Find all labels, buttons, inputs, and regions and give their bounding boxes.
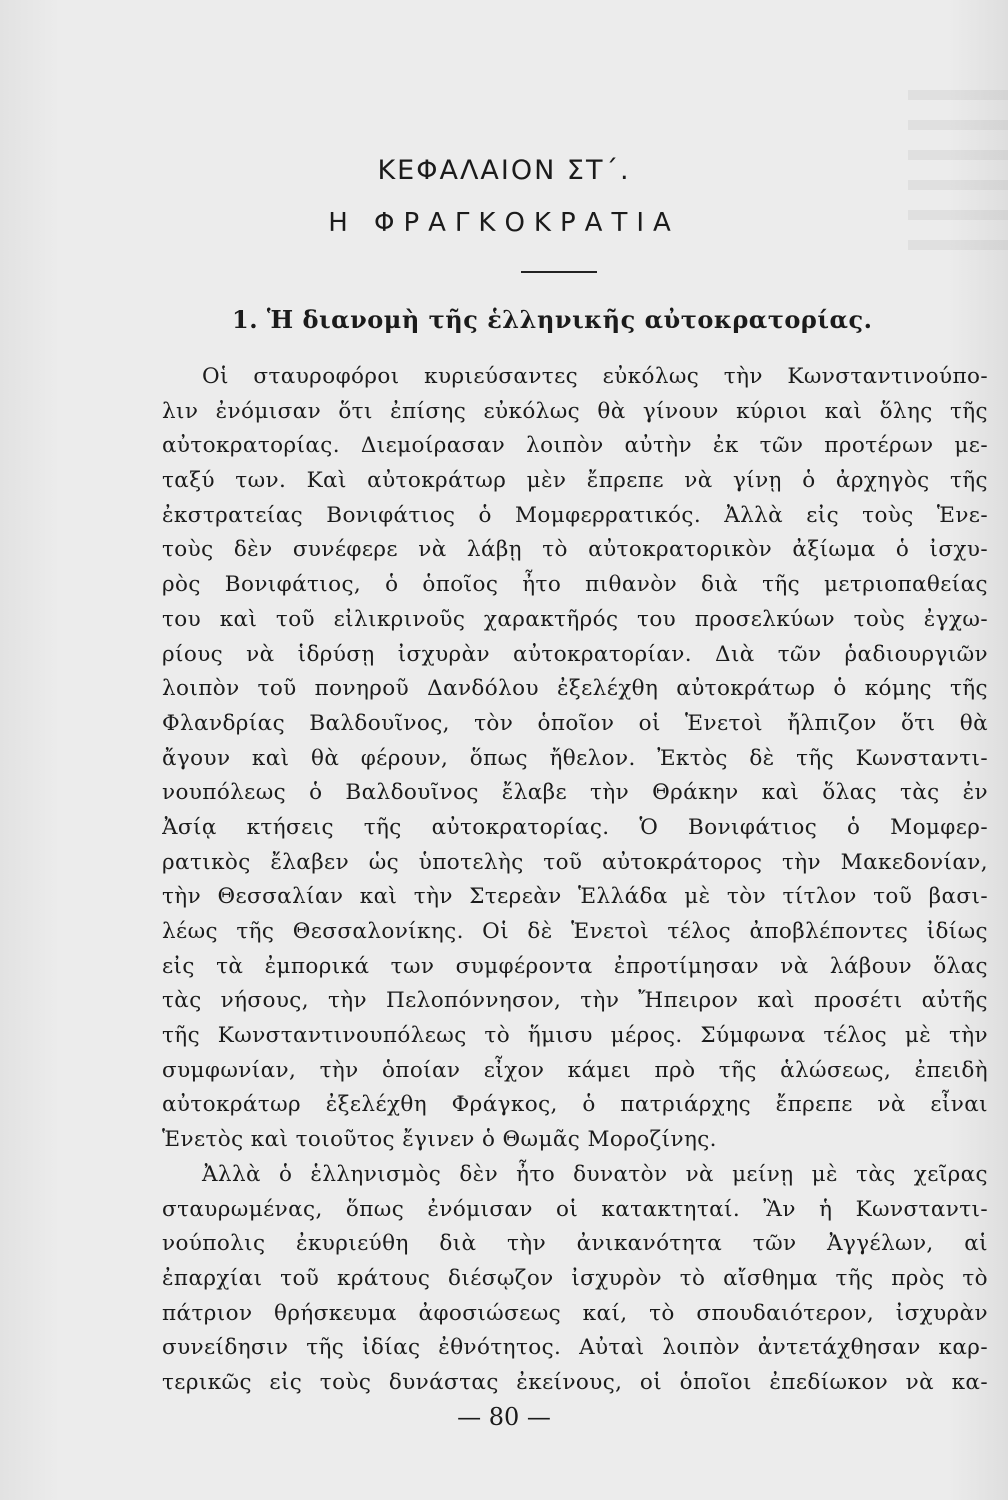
text-line: τῆς Κωνσταντινουπόλεως τὸ ἥμισυ μέρος. Σύμφωνα τέλος μὲ τὴν bbox=[162, 1023, 988, 1049]
text-line: σταυρωμένας, ὅπως ἐνόμισαν οἱ κατακτηταί. Ἂν ἡ Κωνσταντι- bbox=[162, 1196, 988, 1222]
text-line: ρίους νὰ ἱδρύσῃ ἰσχυρὰν αὐτοκρατορίαν. Διὰ τῶν ῥαδιουργιῶν bbox=[162, 641, 988, 667]
text-line: λοιπὸν τοῦ πονηροῦ Δανδόλου ἐξελέχθη αὐτοκράτωρ ὁ κόμης τῆς bbox=[162, 676, 988, 702]
text-line: Ἀλλὰ ὁ ἑλληνισμὸς δὲν ἦτο δυνατὸν νὰ μείνῃ μὲ τὰς χεῖρας bbox=[202, 1161, 988, 1187]
text-line: ἐκστρατείας Βονιφάτιος ὁ Μομφερρατικός. Ἀλλὰ εἰς τοὺς Ἑνε- bbox=[162, 502, 988, 528]
text-line: νουπόλεως ὁ Βαλδουῖνος ἔλαβε τὴν Θράκην καὶ ὅλας τὰς ἐν bbox=[162, 780, 988, 806]
text-line: πάτριον θρήσκευμα ἀφοσιώσεως καί, τὸ σπουδαιότερον, ἰσχυρὰν bbox=[162, 1300, 988, 1326]
text-line: λιν ἐνόμισαν ὅτι ἐπίσης εὐκόλως θὰ γίνουν κύριοι καὶ ὅλης τῆς bbox=[162, 398, 988, 424]
chapter-heading: ΚΕΦΑΛΑΙΟΝ ΣΤ΄. bbox=[377, 155, 631, 186]
text-line: εἰς τὰ ἐμπορικά των συμφέροντα ἐπροτίμησαν νὰ λάβουν ὅλας bbox=[162, 953, 988, 979]
text-line: αὐτοκράτωρ ἐξελέχθη Φράγκος, ὁ πατριάρχης ἔπρεπε νὰ εἶναι bbox=[162, 1092, 988, 1118]
text-line: Οἱ σταυροφόροι κυριεύσαντες εὐκόλως τὴν Κωνσταντινούπο- bbox=[202, 364, 988, 389]
text-line: τοὺς δὲν συνέφερε νὰ λάβῃ τὸ αὐτοκρατορικὸν ἀξίωμα ὁ ἰσχυ- bbox=[162, 537, 988, 563]
text-line: Ἀσίᾳ κτήσεις τῆς αὐτοκρατορίας. Ὁ Βονιφάτιος ὁ Μομφερ- bbox=[162, 814, 988, 840]
text-line: τὴν Θεσσαλίαν καὶ τὴν Στερεὰν Ἑλλάδα μὲ τὸν τίτλον τοῦ βασι- bbox=[162, 884, 988, 910]
text-line: ταξύ των. Καὶ αὐτοκράτωρ μὲν ἔπρεπε νὰ γίνῃ ὁ ἀρχηγὸς τῆς bbox=[162, 468, 988, 494]
text-line: Ἑνετὸς καὶ τοιοῦτος ἔγινεν ὁ Θωμᾶς Μοροζίνης. bbox=[162, 1127, 717, 1153]
text-line: ρὸς Βονιφάτιος, ὁ ὁποῖος ἦτο πιθανὸν διὰ τῆς μετριοπαθείας bbox=[162, 572, 988, 598]
divider-rule bbox=[521, 271, 597, 273]
text-line: ἄγουν καὶ θὰ φέρουν, ὅπως ἤθελον. Ἐκτὸς δὲ τῆς Κωνσταντι- bbox=[162, 745, 988, 771]
text-line: τερικῶς εἰς τοὺς δυνάστας ἐκείνους, οἱ ὁποῖοι ἐπεδίωκον νὰ κα- bbox=[162, 1369, 988, 1395]
text-line: νούπολις ἐκυριεύθη διὰ τὴν ἀνικανότητα τῶν Ἀγγέλων, αἱ bbox=[162, 1231, 988, 1257]
page-number: — 80 — bbox=[457, 1403, 551, 1431]
text-line: ρατικὸς ἔλαβεν ὡς ὑποτελὴς τοῦ αὐτοκράτορος τὴν Μακεδονίαν, bbox=[162, 849, 988, 875]
section-heading: 1. Ἡ διανομὴ τῆς ἑλληνικῆς αὐτοκρατορίας. bbox=[232, 305, 873, 334]
chapter-title: Η ΦΡΑΓΚΟΚΡΑΤΙΑ bbox=[328, 208, 680, 238]
body-text bbox=[162, 360, 988, 1401]
text-line: τὰς νήσους, τὴν Πελοπόννησον, τὴν Ἤπειρον καὶ προσέτι αὐτῆς bbox=[162, 988, 988, 1014]
text-line: λέως τῆς Θεσσαλονίκης. Οἱ δὲ Ἑνετοὶ τέλος ἀποβλέποντες ἰδίως bbox=[162, 919, 988, 944]
text-line: αὐτοκρατορίας. Διεμοίρασαν λοιπὸν αὐτὴν ἐκ τῶν προτέρων με- bbox=[162, 433, 988, 459]
text-line: συμφωνίαν, τὴν ὁποίαν εἶχον κάμει πρὸ τῆς ἁλώσεως, ἐπειδὴ bbox=[162, 1057, 988, 1083]
text-line: ἐπαρχίαι τοῦ κράτους διέσῳζον ἰσχυρὸν τὸ αἴσθημα τῆς πρὸς τὸ bbox=[162, 1265, 988, 1291]
text-line: του καὶ τοῦ εἰλικρινοῦς χαρακτῆρός του προσελκύων τοὺς ἐγχω- bbox=[162, 606, 988, 632]
text-line: Φλανδρίας Βαλδουῖνος, τὸν ὁποῖον οἱ Ἑνετοὶ ἤλπιζον ὅτι θὰ bbox=[162, 710, 988, 736]
text-line: συνείδησιν τῆς ἰδίας ἐθνότητος. Αὐταὶ λοιπὸν ἀντετάχθησαν καρ- bbox=[162, 1335, 988, 1361]
